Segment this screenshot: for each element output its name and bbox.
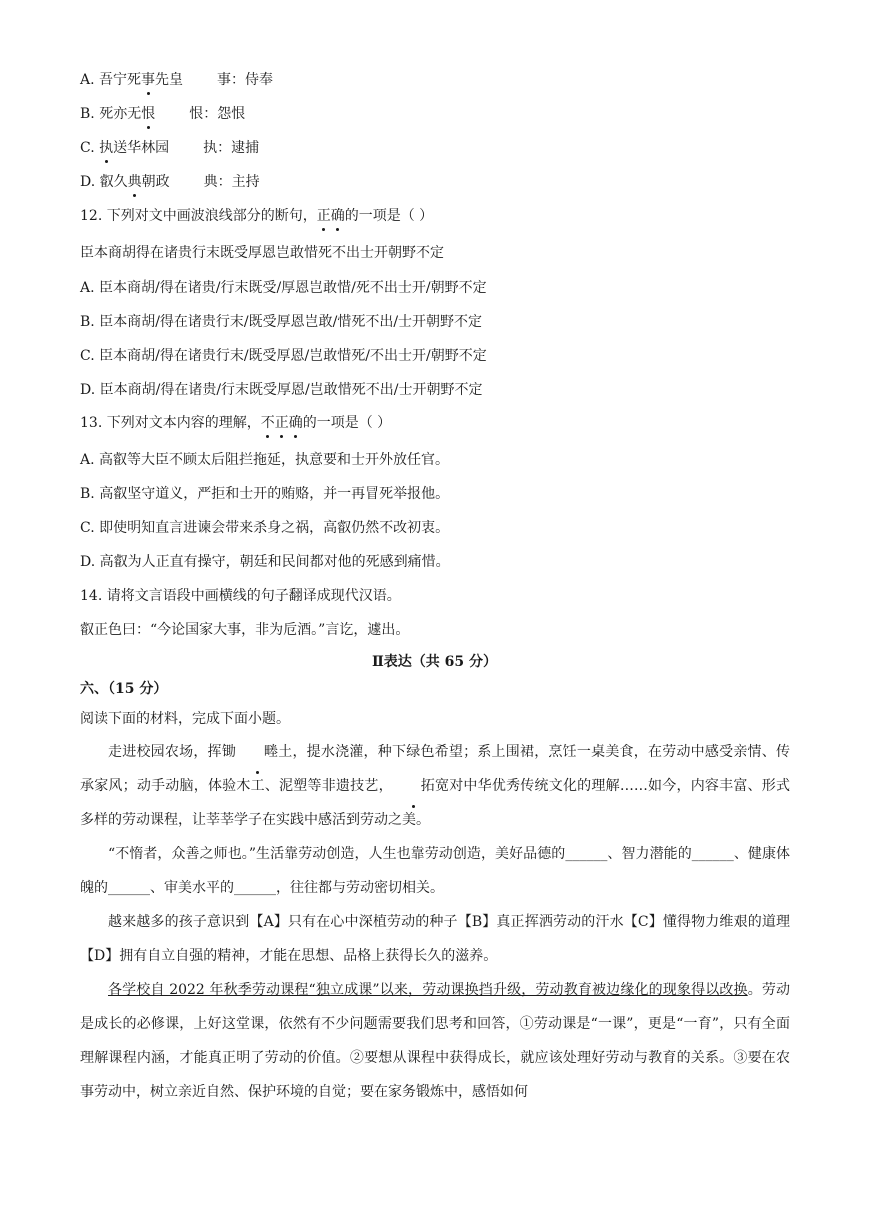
emphasis-dot-char: 确 bbox=[330, 208, 345, 224]
q12-option-c: C. 臣本商胡/得在诸贵行末/既受厚恩/岂敢惜死/不出士开/朝野不定 bbox=[80, 348, 487, 364]
emphasis-dot-char: 正 bbox=[316, 208, 331, 224]
material-paragraph-4: 各学校自 2022 年秋季劳动课程“独立成课”以来，劳动课换挡升级，劳动教育被边缘化的现象得以改换。劳动是成长的必修课，上好这堂课，依然有不少问题需要我们思考和回答，①劳动课是“一课”，更是“一育”，只有全面理解课程内涵，才能真正明了劳动的价值。②要想从课程中获得成长，就应该处理好劳动与教育的关系。③要在农事劳动中，树立亲近自然、保护环境的自觉；要在家务锻炼中，感悟如何 bbox=[80, 982, 791, 1100]
q13-option-d: D. 高叡为人正直有操守，朝廷和民间都对他的死感到痛惜。 bbox=[80, 554, 450, 570]
emphasis-dot-char: 拓 bbox=[393, 769, 435, 803]
underlined-sentence: 各学校自 2022 年秋季劳动课程“独立成课”以来，劳动课换挡升级，劳动教育被边缘化的现象得以改换 bbox=[108, 982, 748, 998]
emphasis-dot-char: 恨 bbox=[141, 106, 156, 122]
material-paragraph-3: 越来越多的孩子意识到【A】只有在心中深植劳动的种子【B】真正挥洒劳动的汗水【C】懂得物力维艰的道理【D】拥有自立自强的精神，才能在思想、品格上获得长久的滋养。 bbox=[80, 914, 790, 964]
material-paragraph-1: 走进校园农场，挥锄 畻土，提水浇灌，种下绿色希望；系上围裙，烹饪一桌美食，在劳动中感受亲情、传承家风；动手动脑，体验木工、泥塑等非遗技艺， 拓宽对中华优秀传统文化的理解……如今，内容丰富、形式多样的劳动课程，让莘莘学子在实践中感活到劳动之美。 bbox=[80, 735, 790, 837]
q11-option-b: B. 死亦无恨 恨：怨恨 bbox=[80, 106, 246, 122]
q13-option-b: B. 高叡坚守道义，严拒和士开的贿赂，并一再冒死举报他。 bbox=[80, 486, 450, 502]
section-title: Ⅱ表达（共 65 分） bbox=[371, 654, 498, 670]
q14-sentence: 叡正色曰：“今论国家大事，非为卮酒。”言讫，遽出。 bbox=[80, 622, 410, 638]
emphasis-dot-char: 畻 bbox=[236, 735, 278, 769]
q13-stem: 13. 下列对文本内容的理解，不正确的一项是（ ） bbox=[80, 415, 392, 431]
emphasis-dot-char: 执 bbox=[99, 140, 114, 156]
material-text bbox=[80, 735, 790, 1109]
q11-option-d: D. 叡久典朝政 典：主持 bbox=[80, 174, 260, 190]
emphasis-dot-char: 事 bbox=[141, 72, 156, 88]
material-paragraph-2: “不惰者，众善之师也。”生活靠劳动创造，人生也靠劳动创造，美好品德的______、智力潜能的______、健康体魄的______、审美水平的______，往往都与劳动密切相关。 bbox=[80, 846, 790, 896]
emphasis-dot-char: 确 bbox=[288, 415, 303, 431]
emphasis-dot-char: 正 bbox=[274, 415, 289, 431]
part-heading: 六、（15 分） bbox=[80, 681, 168, 697]
q12-option-d: D. 臣本商胡/得在诸贵/行末既受厚恩/岂敢惜死不出/士开朝野不定 bbox=[80, 382, 483, 398]
q12-option-b: B. 臣本商胡/得在诸贵行末/既受厚恩岂敢/惜死不出/士开朝野不定 bbox=[80, 314, 483, 330]
emphasis-dot-char: 典 bbox=[127, 174, 142, 190]
q11-option-c: C. 执送华林园 执：逮捕 bbox=[80, 140, 260, 156]
q12-passage: 臣本商胡得在诸贵行末既受厚恩岂敢惜死不出士开朝野不定 bbox=[80, 245, 444, 261]
q13-option-a: A. 高叡等大臣不顾太后阻拦拖延，执意要和士开外放任官。 bbox=[80, 452, 450, 468]
q12-stem: 12. 下列对文中画波浪线部分的断句，正确的一项是（ ） bbox=[80, 208, 434, 224]
q11-option-a: A. 吾宁死事先皇 事：侍奉 bbox=[80, 72, 274, 88]
q14-stem: 14. 请将文言语段中画横线的句子翻译成现代汉语。 bbox=[80, 588, 401, 604]
emphasis-dot-char: 不 bbox=[260, 415, 275, 431]
part-instruction: 阅读下面的材料，完成下面小题。 bbox=[80, 711, 290, 727]
q12-option-a: A. 臣本商胡/得在诸贵/行末既受/厚恩岂敢惜/死不出士开/朝野不定 bbox=[80, 280, 487, 296]
q13-option-c: C. 即使明知直言进谏会带来杀身之祸，高叡仍然不改初衷。 bbox=[80, 520, 450, 536]
